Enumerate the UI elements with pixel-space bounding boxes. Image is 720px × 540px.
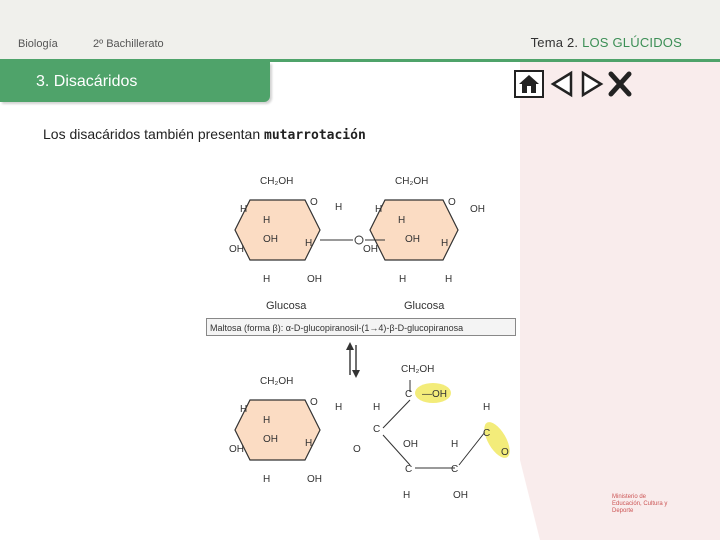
svg-text:OH: OH bbox=[263, 234, 278, 245]
svg-text:H: H bbox=[445, 274, 453, 285]
svg-text:OH: OH bbox=[263, 434, 278, 445]
svg-text:O: O bbox=[501, 447, 509, 458]
svg-text:C: C bbox=[405, 389, 413, 400]
svg-text:C: C bbox=[483, 428, 491, 439]
svg-text:CH₂OH: CH₂OH bbox=[260, 176, 294, 187]
body-text-bold: mutarrotación bbox=[264, 128, 366, 143]
topic-name: LOS GLÚCIDOS bbox=[582, 35, 682, 50]
svg-text:H: H bbox=[403, 490, 411, 500]
body-text-plain: Los disacáridos también presentan bbox=[43, 126, 265, 142]
svg-text:O: O bbox=[310, 197, 318, 208]
svg-text:H: H bbox=[398, 215, 406, 226]
topic-prefix: Tema 2. bbox=[530, 35, 579, 50]
svg-text:H: H bbox=[399, 274, 407, 285]
logo-text: Ministerio de Educación, Cultura y Deporte bbox=[612, 494, 668, 514]
maltose-caption: Maltosa (forma β): α-D-glucopiranosil-(1→4)-β-D-glucopiranosa bbox=[206, 318, 516, 336]
svg-text:H: H bbox=[335, 402, 343, 413]
glucose-label-left: Glucosa bbox=[266, 300, 307, 312]
svg-text:H: H bbox=[240, 204, 248, 215]
svg-text:H: H bbox=[441, 238, 449, 249]
svg-text:OH: OH bbox=[405, 234, 420, 245]
svg-text:H: H bbox=[263, 215, 271, 226]
subject-label: Biología bbox=[18, 38, 58, 50]
level-label: 2º Bachillerato bbox=[93, 38, 164, 50]
svg-text:CH₂OH: CH₂OH bbox=[395, 176, 429, 187]
svg-text:H: H bbox=[305, 438, 313, 449]
svg-text:OH: OH bbox=[470, 204, 485, 215]
svg-text:OH: OH bbox=[307, 474, 322, 485]
section-tab bbox=[0, 62, 270, 102]
svg-text:H: H bbox=[451, 439, 459, 450]
svg-text:OH: OH bbox=[307, 274, 322, 285]
svg-text:OH: OH bbox=[363, 244, 378, 255]
body-text bbox=[43, 126, 366, 143]
svg-text:C: C bbox=[451, 464, 459, 475]
glucose-label-right: Glucosa bbox=[404, 300, 445, 312]
svg-text:H: H bbox=[375, 204, 383, 215]
svg-text:CH₂OH: CH₂OH bbox=[260, 376, 294, 387]
topic-title bbox=[531, 35, 682, 50]
ministry-logo bbox=[612, 494, 674, 515]
header-bar bbox=[0, 0, 720, 60]
svg-text:O: O bbox=[353, 444, 361, 455]
triangle-left-icon[interactable] bbox=[550, 70, 574, 98]
svg-text:H: H bbox=[305, 238, 313, 249]
svg-text:H: H bbox=[240, 404, 248, 415]
svg-text:—OH: —OH bbox=[422, 389, 447, 400]
svg-text:H: H bbox=[263, 274, 271, 285]
svg-text:H: H bbox=[373, 402, 381, 413]
home-icon[interactable] bbox=[514, 70, 544, 98]
svg-text:OH: OH bbox=[229, 444, 244, 455]
svg-text:OH: OH bbox=[403, 439, 418, 450]
close-x-icon[interactable] bbox=[607, 70, 633, 98]
triangle-right-icon[interactable] bbox=[580, 70, 604, 98]
svg-text:H: H bbox=[263, 415, 271, 426]
svg-text:C: C bbox=[405, 464, 413, 475]
svg-text:OH: OH bbox=[229, 244, 244, 255]
svg-text:O: O bbox=[310, 397, 318, 408]
svg-text:H: H bbox=[483, 402, 491, 413]
svg-text:H: H bbox=[335, 202, 343, 213]
svg-text:O: O bbox=[448, 197, 456, 208]
section-title: 3. Disacáridos bbox=[36, 73, 138, 90]
svg-text:CH₂OH: CH₂OH bbox=[401, 364, 435, 375]
svg-text:H: H bbox=[263, 474, 271, 485]
svg-text:C: C bbox=[373, 424, 381, 435]
svg-text:OH: OH bbox=[453, 490, 468, 500]
